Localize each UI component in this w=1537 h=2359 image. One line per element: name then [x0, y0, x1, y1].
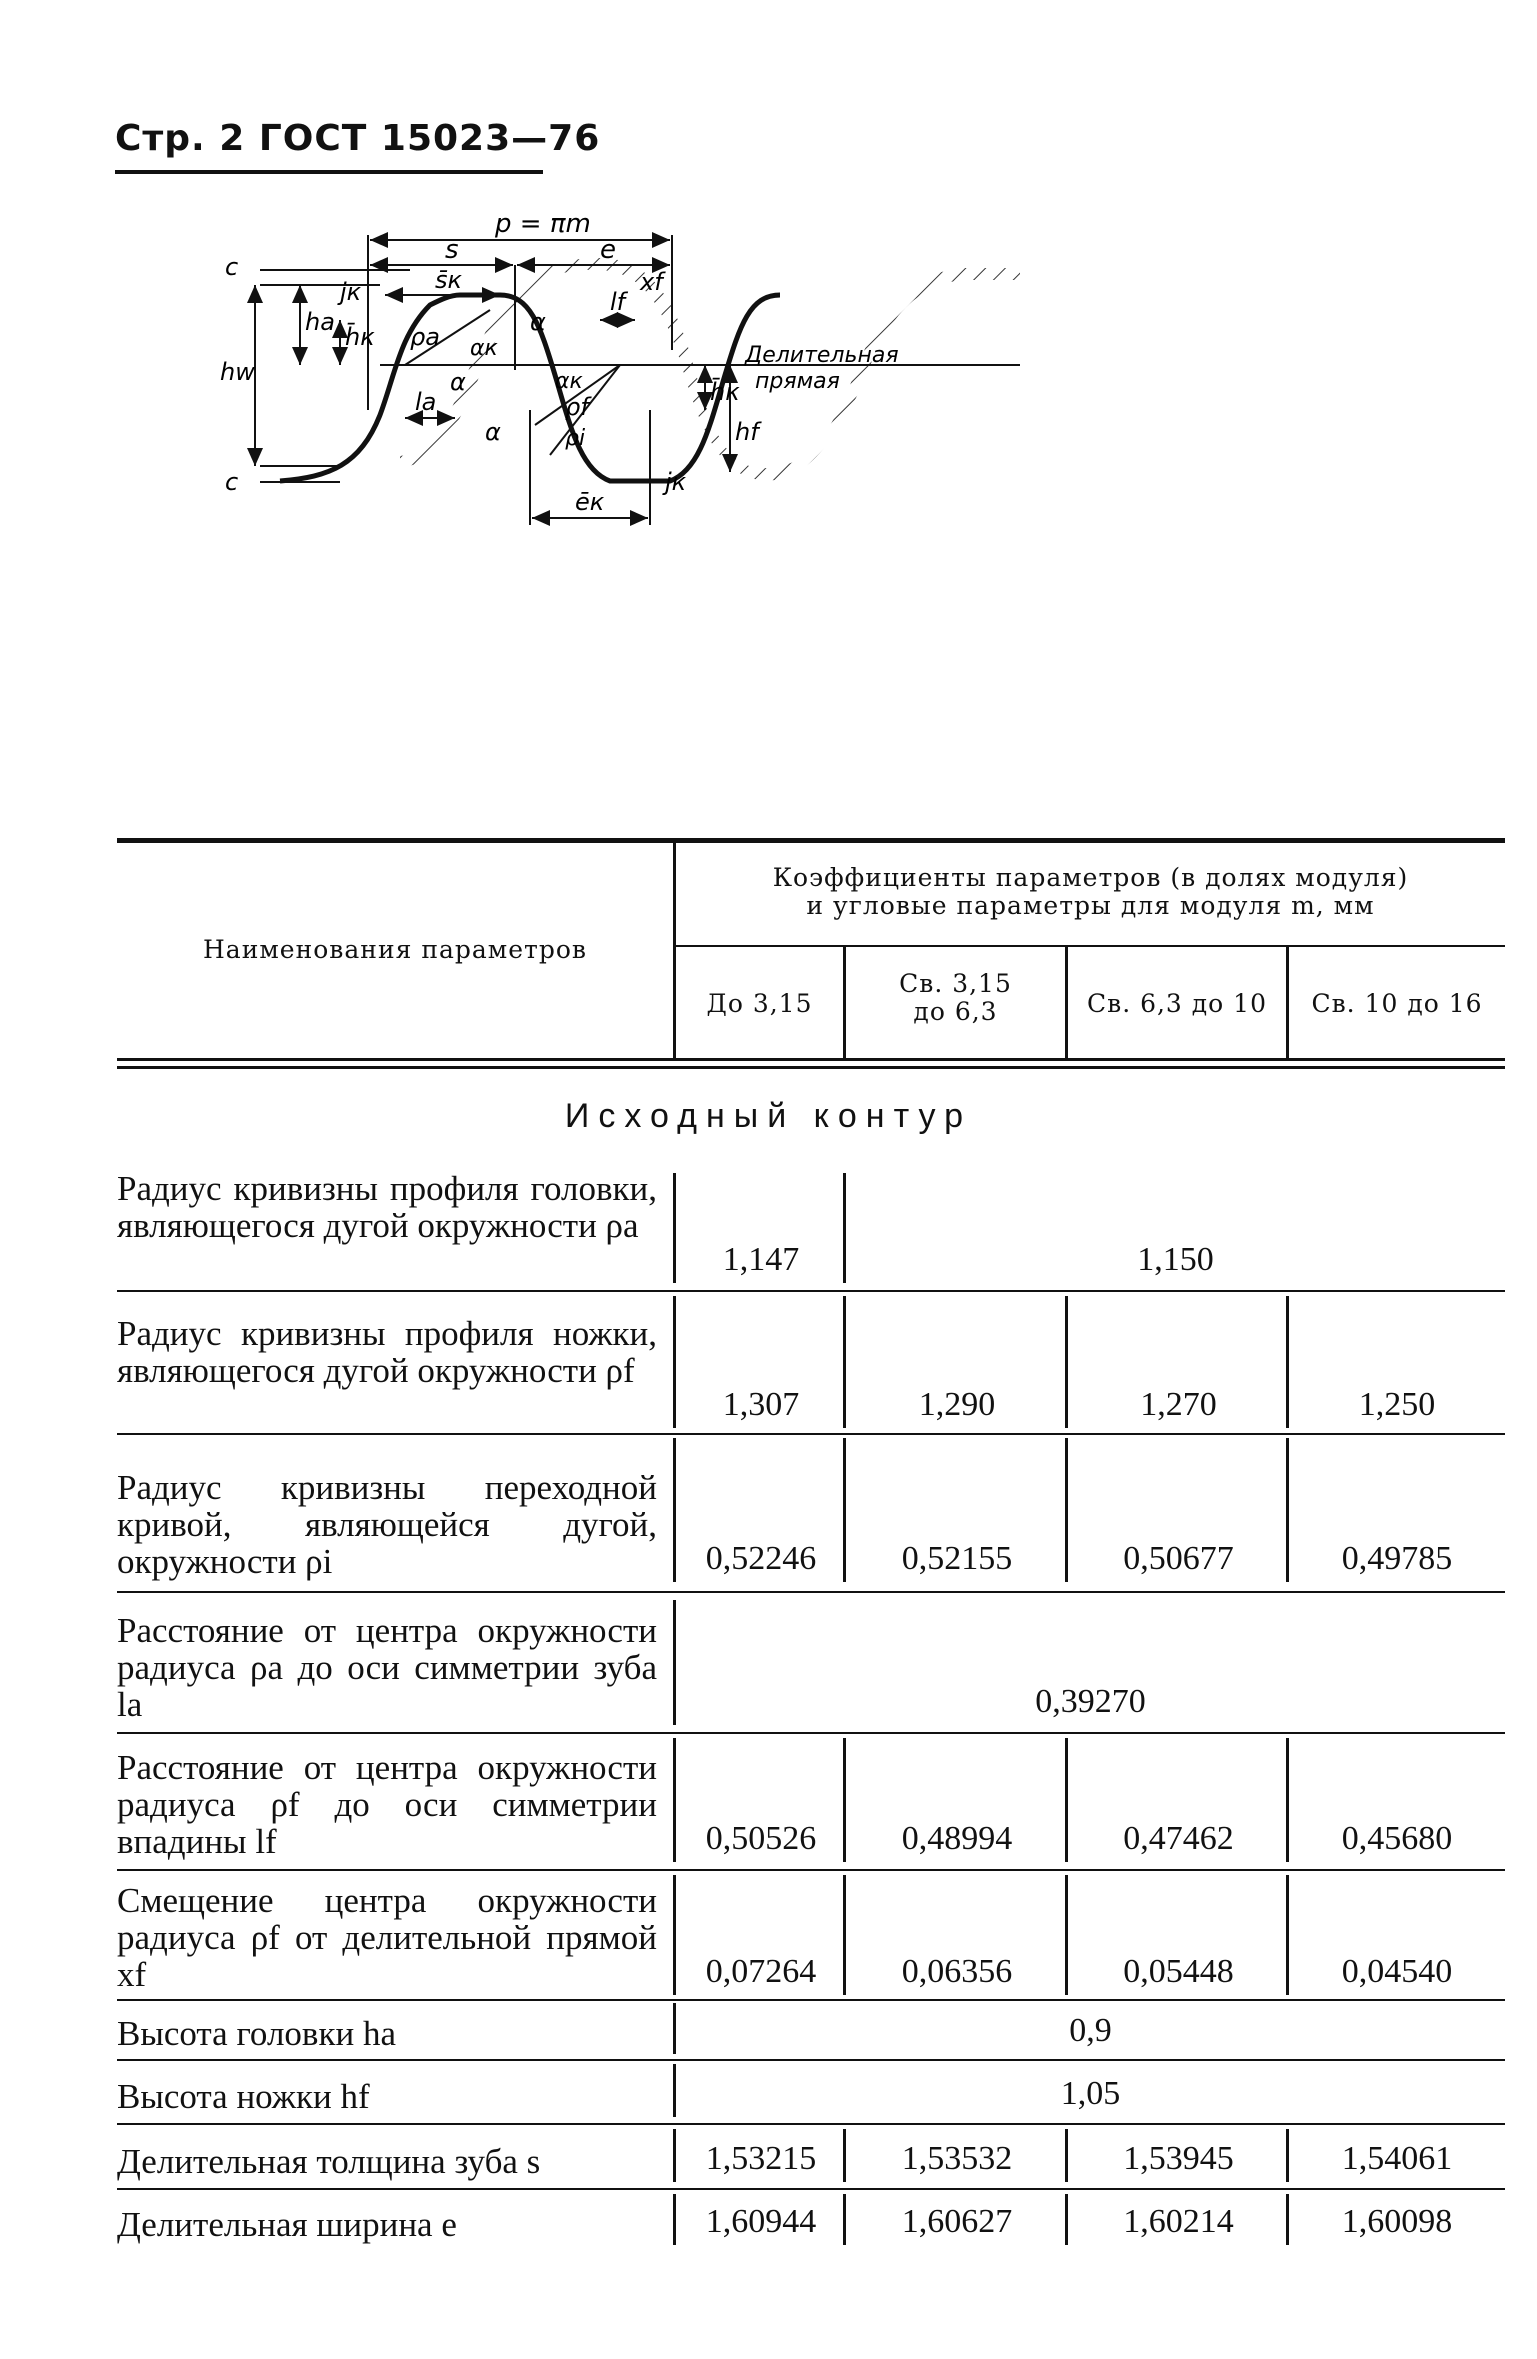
- pitch-label: p = πm: [495, 209, 591, 239]
- param-value: 0,45680: [1341, 1820, 1453, 1857]
- alpha-k-label: αк: [470, 336, 498, 361]
- rho-f-label: ρf: [565, 393, 589, 421]
- alpha-label-3: α: [530, 308, 546, 336]
- param-value: 0,04540: [1341, 1953, 1453, 1990]
- s-label: s: [445, 235, 459, 265]
- c-top-label: c: [225, 253, 239, 281]
- pitch-line-label-2: прямая: [755, 369, 840, 394]
- param-value: 1,150: [1137, 1241, 1214, 1278]
- row-separator: [117, 2123, 1505, 2125]
- param-name: Смещение центра окружности радиуса ρf от делительной прямой xf: [117, 1881, 657, 1994]
- param-value: 0,49785: [1341, 1540, 1453, 1577]
- param-name: Делительная ширина e: [117, 2205, 457, 2244]
- profile-hatching: [400, 258, 1020, 480]
- c-bottom-label: c: [225, 468, 239, 496]
- hw-label: hw: [220, 358, 255, 386]
- row-separator: [117, 1999, 1505, 2001]
- param-name: Радиус кривизны профиля головки, являющегося дугой окружности ρa: [117, 1169, 657, 1245]
- param-value: 0,05448: [1123, 1953, 1234, 1990]
- pitch-line-label-1: Делительная: [745, 343, 899, 368]
- param-value: 1,53532: [901, 2140, 1013, 2177]
- param-value: 1,60627: [901, 2203, 1013, 2240]
- param-name: Радиус кривизны переходной кривой, являющейся дугой, окружности ρi: [117, 1468, 657, 1581]
- jk-right-label: jк: [665, 468, 687, 496]
- param-name: Высота ножки hf: [117, 2077, 370, 2116]
- param-value: 0,06356: [901, 1953, 1013, 1990]
- col-header-name: Наименования параметров: [202, 935, 588, 964]
- param-value: 1,53215: [705, 2140, 817, 2177]
- param-value: 0,47462: [1123, 1820, 1234, 1857]
- param-value: 1,290: [918, 1386, 996, 1423]
- row-separator: [117, 1591, 1505, 1593]
- rho-a-label: ρa: [410, 323, 440, 351]
- jk-label: jк: [340, 278, 362, 306]
- header-group-rule: [675, 945, 1505, 947]
- col-header-1-line1: Св. 3,15: [899, 969, 1012, 998]
- param-name: Высота головки ha: [117, 2014, 396, 2053]
- row-separator: [117, 1290, 1505, 1292]
- ha-label: hа: [305, 308, 335, 336]
- param-name: Расстояние от центра окружности радиуса ρf до оси симметрии впадины lf: [117, 1748, 657, 1861]
- param-value: 0,50677: [1123, 1540, 1234, 1577]
- param-value: 0,9: [1069, 2012, 1112, 2049]
- header-underline: [115, 170, 543, 174]
- hk-label: h̄к: [345, 323, 375, 351]
- param-value: 1,60214: [1123, 2203, 1234, 2240]
- param-value: 1,60098: [1341, 2203, 1453, 2240]
- col-header-3: Св. 10 до 16: [1311, 989, 1483, 1018]
- alpha-label-1: α: [450, 368, 466, 396]
- col-header-group-line2: и угловые параметры для модуля m, мм: [806, 891, 1375, 920]
- sk-label: s̄к: [435, 266, 462, 294]
- col-header-0: До 3,15: [706, 989, 813, 1018]
- hk-right-label: h̄к: [710, 378, 740, 406]
- param-value: 1,05: [1060, 2075, 1121, 2112]
- tooth-profile-diagram: [220, 209, 1320, 800]
- row-separator: [117, 1732, 1505, 1734]
- row-separator: [117, 1869, 1505, 1871]
- param-value: 1,270: [1140, 1386, 1217, 1423]
- param-value: 0,39270: [1035, 1683, 1146, 1720]
- header-bottom-rule: [117, 1058, 1505, 1061]
- param-value: 0,52246: [705, 1540, 817, 1577]
- param-value: 1,60944: [705, 2203, 817, 2240]
- param-name: Расстояние от центра окружности радиуса ρa до оси симметрии зуба la: [117, 1611, 657, 1724]
- alpha-label-2: α: [485, 418, 501, 446]
- xf-label: xf: [640, 268, 663, 296]
- header-bottom-rule-2: [117, 1066, 1505, 1069]
- table-top-rule: [117, 838, 1505, 843]
- param-name: Радиус кривизны профиля ножки, являющегося дугой окружности ρf: [117, 1314, 657, 1390]
- row-separator: [117, 2059, 1505, 2061]
- param-value: 0,07264: [705, 1953, 817, 1990]
- param-value: 1,307: [722, 1386, 800, 1423]
- lf-label: lf: [610, 288, 626, 316]
- section-title: Исходный контур: [564, 1097, 973, 1135]
- page-header: Стр. 2 ГОСТ 15023—76: [115, 118, 601, 159]
- ek-label: ēк: [575, 488, 605, 516]
- col-header-2: Св. 6,3 до 10: [1086, 989, 1267, 1018]
- param-value: 0,52155: [901, 1540, 1013, 1577]
- row-separator: [117, 1433, 1505, 1435]
- row-separator: [117, 2188, 1505, 2190]
- col-header-group-line1: Коэффициенты параметров (в долях модуля): [772, 863, 1409, 892]
- param-value: 0,48994: [901, 1820, 1013, 1857]
- rho-i-label: ρi: [565, 426, 586, 451]
- param-value: 1,53945: [1123, 2140, 1234, 2177]
- hf-label: hf: [735, 418, 759, 446]
- param-value: 1,54061: [1341, 2140, 1453, 2177]
- la-label: lа: [415, 388, 437, 416]
- param-name: Делительная толщина зуба s: [117, 2142, 541, 2181]
- param-value: 0,50526: [705, 1820, 817, 1857]
- param-value: 1,250: [1358, 1386, 1436, 1423]
- alpha-k-label-2: αк: [555, 369, 583, 394]
- e-label: e: [600, 235, 616, 265]
- param-value: 1,147: [722, 1241, 800, 1278]
- col-header-1-line2: до 6,3: [913, 997, 998, 1026]
